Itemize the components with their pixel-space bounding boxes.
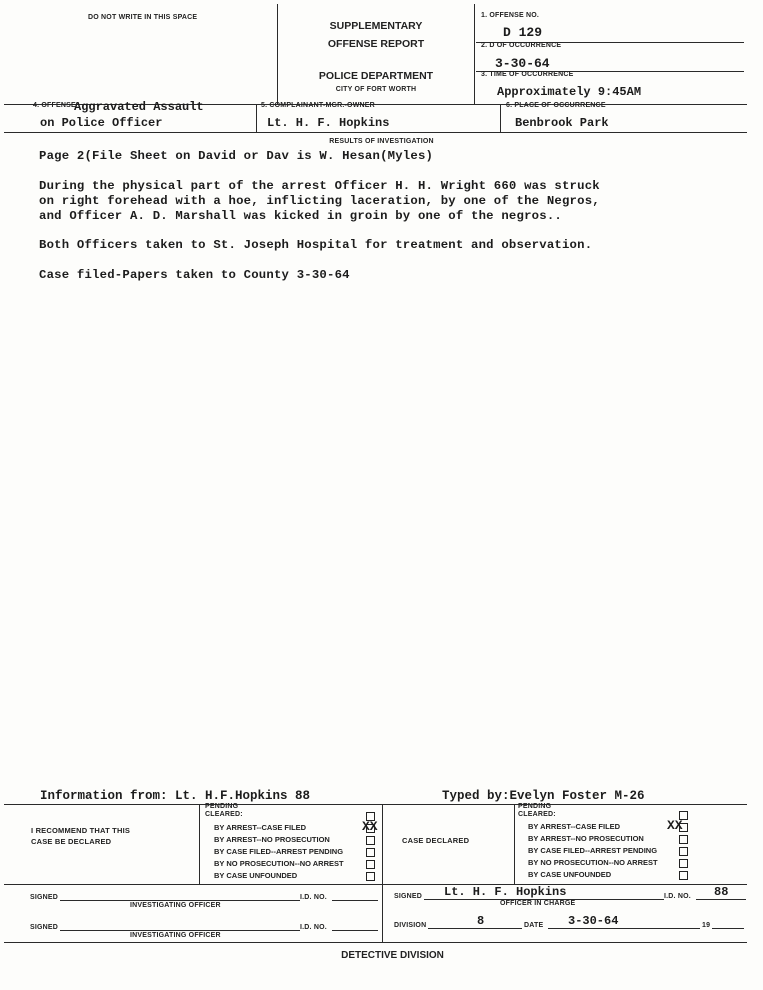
cleared-label-right: CLEARED:	[518, 811, 556, 818]
option-case-unfounded: BY CASE UNFOUNDED	[214, 871, 298, 880]
checkbox-no-prosecution-no-arrest-left[interactable]	[366, 860, 375, 869]
division-label: DIVISION	[394, 922, 427, 929]
city-name: CITY OF FORT WORTH	[335, 86, 417, 93]
checkbox-case-unfounded-right[interactable]	[679, 871, 688, 880]
investigating-officer-label: INVESTIGATING OFFICER	[130, 932, 221, 939]
signed-label: SIGNED	[394, 893, 423, 900]
checkbox-no-prosecution-no-arrest-right[interactable]	[679, 859, 688, 868]
option-arrest-case-filed: BY ARREST--CASE FILED	[528, 822, 621, 831]
footer-divider-center	[382, 804, 383, 942]
offense-no-label: 1. OFFENSE NO.	[481, 12, 540, 19]
footer-top-rule	[4, 804, 747, 805]
cleared-label-left: CLEARED:	[205, 811, 243, 818]
offense-label: 4. OFFENSE	[33, 102, 76, 109]
checkbox-mark-left: XX	[362, 819, 378, 834]
narrative-line: on right forehead with a hoe, inflicting laceration, by one of the Negros,	[39, 194, 600, 208]
narrative-line: Page 2(File Sheet on David or Dav is W. Hesan(Myles)	[39, 149, 434, 163]
pending-label-right: PENDING	[518, 803, 552, 810]
narrative-line: Both Officers taken to St. Joseph Hospital for treatment and observation.	[39, 238, 593, 252]
option-arrest-no-prosecution: BY ARREST--NO PROSECUTION	[528, 834, 644, 843]
division-line[interactable]	[428, 928, 522, 929]
footer-mid-rule	[4, 884, 747, 885]
checkbox-arrest-no-prosecution-right[interactable]	[679, 835, 688, 844]
complainant-value: Lt. H. F. Hopkins	[267, 116, 390, 130]
option-case-filed-arrest-pending: BY CASE FILED--ARREST PENDING	[214, 847, 344, 856]
row4-divider-a	[256, 104, 257, 132]
checkbox-case-unfounded-left[interactable]	[366, 872, 375, 881]
signature-line[interactable]	[60, 900, 300, 901]
case-declared-label: CASE DECLARED	[402, 836, 470, 845]
department-name: POLICE DEPARTMENT	[318, 70, 434, 82]
complainant-label: 5. COMPLAINANT-MGR.-OWNER	[261, 102, 375, 109]
option-no-prosecution-no-arrest: BY NO PROSECUTION--NO ARREST	[528, 858, 658, 867]
checkbox-mark-right: XX	[667, 818, 683, 833]
offense-value-line1: Aggravated Assault	[74, 100, 204, 114]
offense-value-line2: on Police Officer	[40, 116, 163, 130]
offense-no-value: D 129	[503, 25, 543, 40]
form-title-line2: OFFENSE REPORT	[327, 38, 425, 50]
narrative-line: and Officer A. D. Marshall was kicked in groin by one of the negros..	[39, 209, 562, 223]
date-occurrence-label: 2. D OF OCCURRENCE	[481, 42, 562, 49]
signature-line[interactable]	[60, 930, 300, 931]
id-no-line[interactable]	[696, 899, 746, 900]
id-no-line[interactable]	[332, 930, 378, 931]
year-line[interactable]	[712, 928, 744, 929]
row4-bottom-rule	[4, 132, 747, 133]
year-prefix: 19	[702, 922, 711, 929]
detective-division-label: DETECTIVE DIVISION	[341, 950, 444, 961]
row4-divider-b	[500, 104, 501, 132]
officer-in-charge-label: OFFICER IN CHARGE	[500, 900, 576, 907]
officer-in-charge-name: Lt. H. F. Hopkins	[444, 885, 567, 899]
information-from: Information from: Lt. H.F.Hopkins 88	[40, 789, 311, 803]
place-value: Benbrook Park	[515, 116, 609, 130]
id-no-label: I.D. NO.	[300, 924, 327, 931]
id-no-line[interactable]	[332, 900, 378, 901]
footer-divider-left	[199, 804, 200, 884]
footer-divider-right	[514, 804, 515, 884]
option-arrest-no-prosecution: BY ARREST--NO PROSECUTION	[214, 835, 330, 844]
option-case-unfounded: BY CASE UNFOUNDED	[528, 870, 612, 879]
narrative-line: Case filed-Papers taken to County 3-30-64	[39, 268, 350, 282]
place-label: 6. PLACE OF OCCURRENCE	[506, 102, 606, 109]
do-not-write-label: DO NOT WRITE IN THIS SPACE	[88, 14, 198, 21]
checkbox-arrest-no-prosecution-left[interactable]	[366, 836, 375, 845]
recommend-line1: I RECOMMEND THAT THIS	[31, 826, 131, 835]
option-case-filed-arrest-pending: BY CASE FILED--ARREST PENDING	[528, 846, 658, 855]
id-no-label: I.D. NO.	[300, 894, 327, 901]
checkbox-case-filed-arrest-pending-right[interactable]	[679, 847, 688, 856]
date-occurrence-value: 3-30-64	[495, 56, 550, 71]
option-arrest-case-filed: BY ARREST--CASE FILED	[214, 823, 307, 832]
date-label: DATE	[524, 922, 544, 929]
header-divider-right	[474, 4, 475, 104]
investigating-officer-label: INVESTIGATING OFFICER	[130, 902, 221, 909]
typed-by: Typed by:Evelyn Foster M-26	[442, 789, 645, 803]
officer-in-charge-id: 88	[714, 885, 729, 899]
checkbox-case-filed-arrest-pending-left[interactable]	[366, 848, 375, 857]
date-line[interactable]	[548, 928, 700, 929]
footer-bottom-rule	[4, 942, 747, 943]
date-value: 3-30-64	[568, 914, 619, 928]
form-title-line1: SUPPLEMENTARY	[329, 20, 423, 32]
recommend-line2: CASE BE DECLARED	[31, 837, 112, 846]
option-no-prosecution-no-arrest: BY NO PROSECUTION--NO ARREST	[214, 859, 344, 868]
id-no-label: I.D. NO.	[664, 893, 691, 900]
signed-label: SIGNED	[30, 924, 59, 931]
signed-label: SIGNED	[30, 894, 59, 901]
results-label: RESULTS OF INVESTIGATION	[329, 138, 434, 145]
division-value: 8	[477, 914, 485, 928]
narrative-line: During the physical part of the arrest Officer H. H. Wright 660 was struck	[39, 179, 600, 193]
time-occurrence-label: 3. TIME OF OCCURRENCE	[481, 71, 574, 78]
time-occurrence-value: Approximately 9:45AM	[497, 85, 642, 99]
pending-label-left: PENDING	[205, 803, 239, 810]
